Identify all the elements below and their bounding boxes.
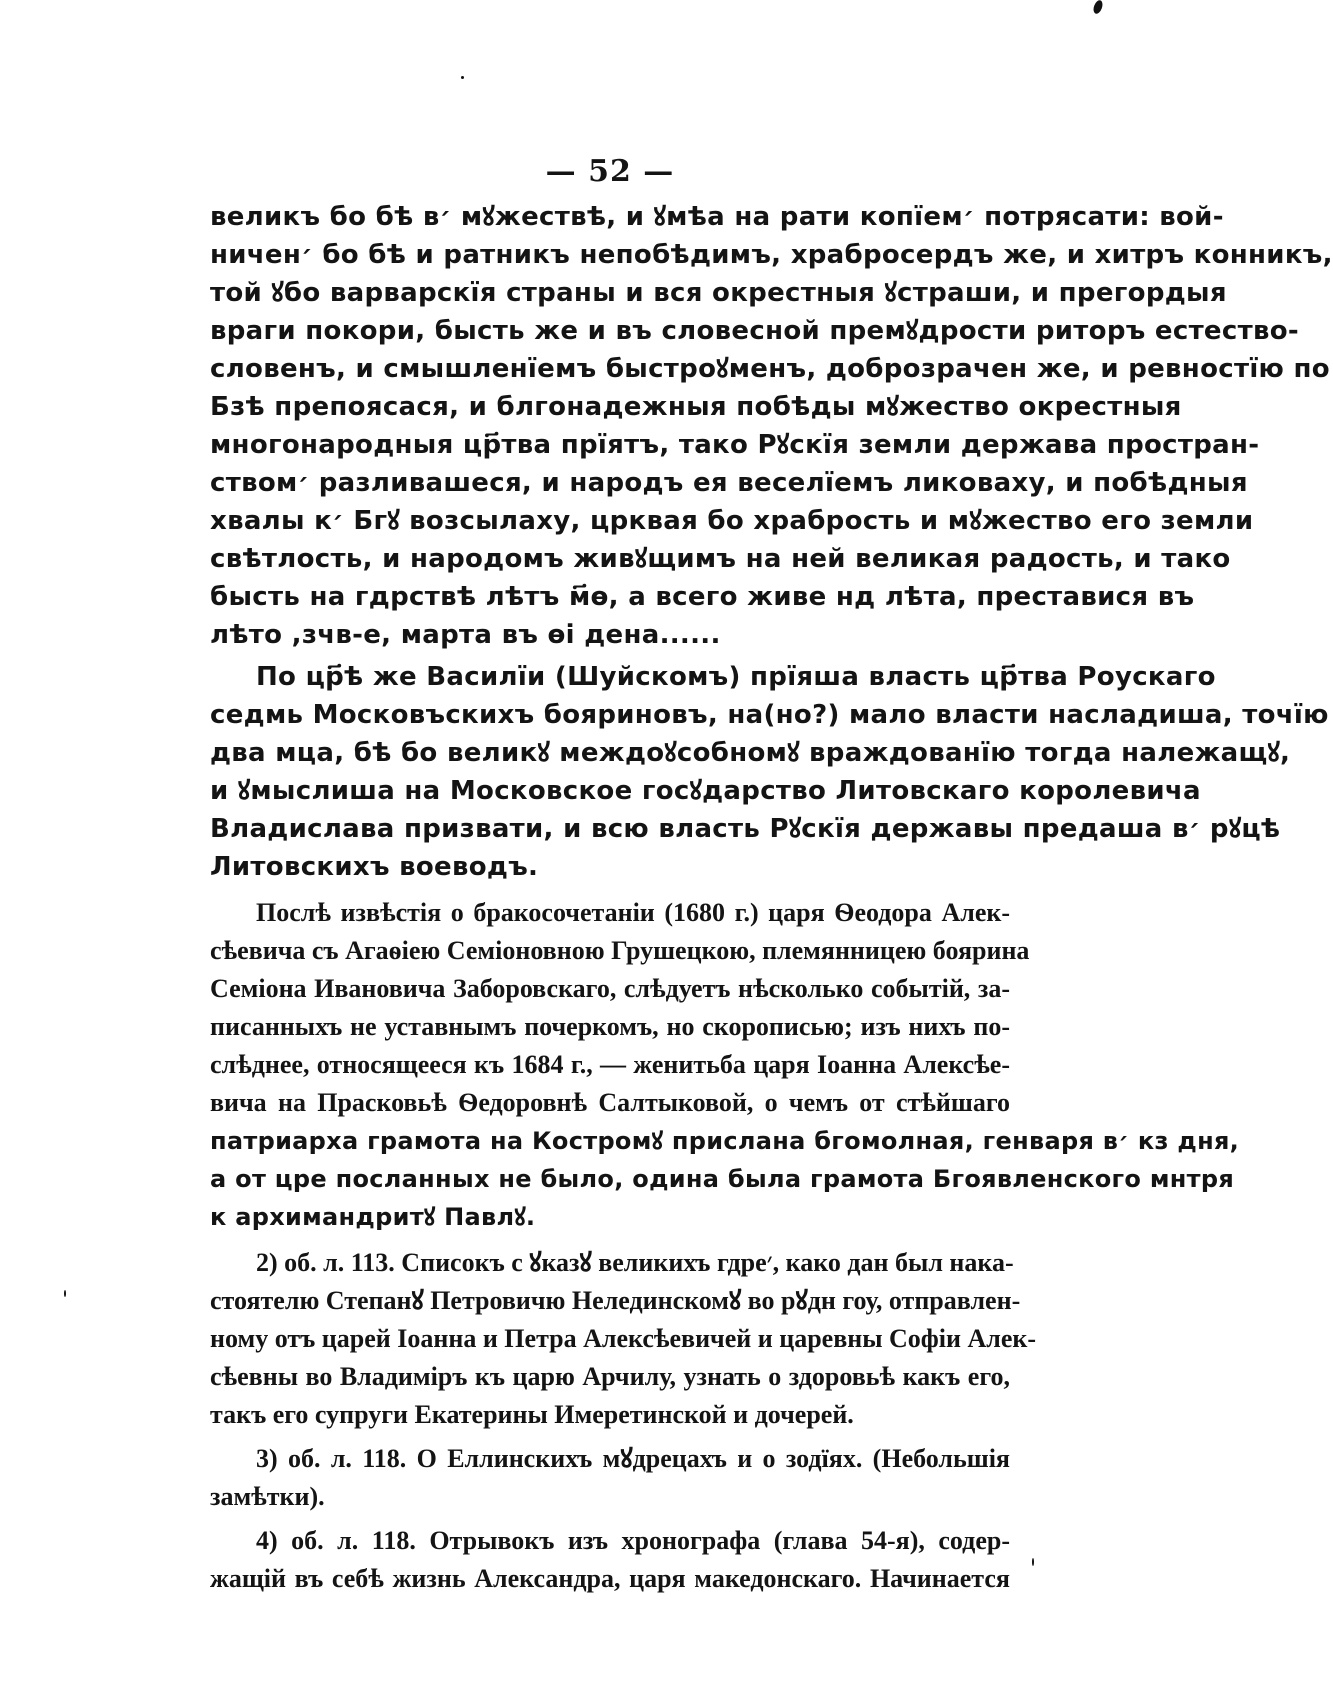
page-number: — 52 — xyxy=(545,154,675,189)
text-line: Бзѣ препоясася, и блгонадежныя побѣды мꙋжество окрестныя xyxy=(210,392,1182,422)
text-line: свѣтлость, и народомъ живꙋщимъ на ней великая радость, и тако xyxy=(210,544,1231,574)
text-line: Семіона Ивановича Заборовскаго, слѣдуетъ нѣсколько событій, за- xyxy=(210,974,1010,1003)
text-line: и ꙋмыслиша на Московское госꙋдарство Литовскаго королевича xyxy=(210,776,1201,806)
text-line: той ꙋбо варварскїя страны и вся окрестныя ꙋстраши, и прегордыя xyxy=(210,278,1227,308)
text-line: вича на Прасковьѣ Ѳедоровнѣ Салтыковой, о чемъ от стѣйшаго xyxy=(210,1088,1010,1117)
paragraph-item-3 xyxy=(210,1440,1010,1516)
text-line: замѣтки). xyxy=(210,1482,325,1511)
text-line: 4) об. л. 118. Отрывокъ изъ хронографа (глава 54-я), содер- xyxy=(256,1526,1010,1555)
text-line: а от цре посланных не было, одина была грамота Бгоявленского мнтря xyxy=(210,1165,1235,1193)
text-line: сѣевича съ Агаѳіею Семіоновною Грушецкою, племянницею боярина xyxy=(210,936,1030,965)
paragraph-item-4 xyxy=(210,1522,1010,1598)
text-line: враги покори, бысть же и въ словесной премꙋдрости риторъ естество- xyxy=(210,316,1299,346)
text-line: 2) об. л. 113. Списокъ с ꙋказꙋ великихъ гдре׳, како дан был нака- xyxy=(256,1248,1014,1277)
margin-tick xyxy=(64,1290,66,1297)
text-line: патриарха грамота на Костромꙋ прислана бгомолная, генваря в׳ кз дня, xyxy=(210,1127,1240,1155)
text-line: ничен׳ бо бѣ и ратникъ непобѣдимъ, храбросердъ же, и хитръ конникъ, xyxy=(210,240,1333,270)
text-line: сѣевны во Владиміръ къ царю Арчилу, узнать о здоровьѣ какъ его, xyxy=(210,1362,1010,1391)
text-line: По цр҃ѣ же Василїи (Шуйскомъ) прїяша власть цр҃тва Роускаго xyxy=(256,662,1216,692)
document-page xyxy=(210,150,1333,1593)
text-line: многонародныя цр҃тва прїятъ, тако Рꙋскїя земли держава простран- xyxy=(210,430,1260,460)
paragraph-slavonic-1 xyxy=(210,198,1333,654)
text-line: 3) об. л. 118. О Еллинскихъ мꙋдрецахъ и о зодїях. (Небольшія xyxy=(256,1444,1010,1473)
text-line: Послѣ извѣстія о бракосочетаніи (1680 г.) царя Ѳеодора Алек- xyxy=(256,898,1010,927)
ink-blot xyxy=(1092,0,1104,15)
paragraph-item-2 xyxy=(210,1244,1037,1434)
text-line: писанныхъ не уставнымъ почеркомъ, но скорописью; изъ нихъ по- xyxy=(210,1012,1010,1041)
text-line: словенъ, и смышленїемъ быстроꙋменъ, доброзрачен же, и ревностїю по xyxy=(210,354,1330,384)
text-line: слѣднее, относящееся къ 1684 г., — женитьба царя Іоанна Алексѣе- xyxy=(210,1050,1010,1079)
text-line: Литовскихъ воеводъ. xyxy=(210,852,539,882)
text-line: бысть на гдрствѣ лѣтъ м҃ѳ, а всего живе нд лѣта, преставися въ xyxy=(210,582,1195,612)
text-line: лѣто ,зчв-е, марта въ ѳі дена...... xyxy=(210,620,721,650)
margin-tick xyxy=(1032,1558,1034,1566)
text-line: великъ бо бѣ в׳ мꙋжествѣ, и ꙋмѣа на рати копїем׳ потрясати: вой- xyxy=(210,202,1224,232)
text-line: хвалы к׳ Бгꙋ возсылаху, црквая бо храбрость и мꙋжество его земли xyxy=(210,506,1254,536)
text-line: стоятелю Степанꙋ Петровичю Нелединскомꙋ во рꙋдн гоу, отправлен- xyxy=(210,1286,1021,1315)
text-line: Владислава призвати, и всю власть Рꙋскїя державы предаша в׳ рꙋцѣ xyxy=(210,814,1281,844)
text-line: ному отъ царей Іоанна и Петра Алексѣевичей и царевны Софіи Алек- xyxy=(210,1324,1037,1353)
paragraph-civil-1 xyxy=(210,894,1240,1236)
ink-dot xyxy=(461,76,464,79)
paragraph-slavonic-2 xyxy=(210,658,1329,886)
text-line: к архимандритꙋ Павлꙋ. xyxy=(210,1203,536,1231)
text-line: такъ его супруги Екатерины Имеретинской и дочерей. xyxy=(210,1400,854,1429)
text-line: жащій въ себѣ жизнь Александра, царя македонскаго. Начинается xyxy=(210,1564,1010,1593)
text-line: ством׳ разливашеся, и народъ ея веселїемъ ликоваху, и побѣдныя xyxy=(210,468,1248,498)
text-line: седмь Московъскихъ бояриновъ, на(но?) мало власти насладиша, точїю xyxy=(210,700,1329,730)
text-line: два мца, бѣ бо великꙋ междоꙋсобномꙋ враждованїю тогда належащꙋ, xyxy=(210,738,1291,768)
